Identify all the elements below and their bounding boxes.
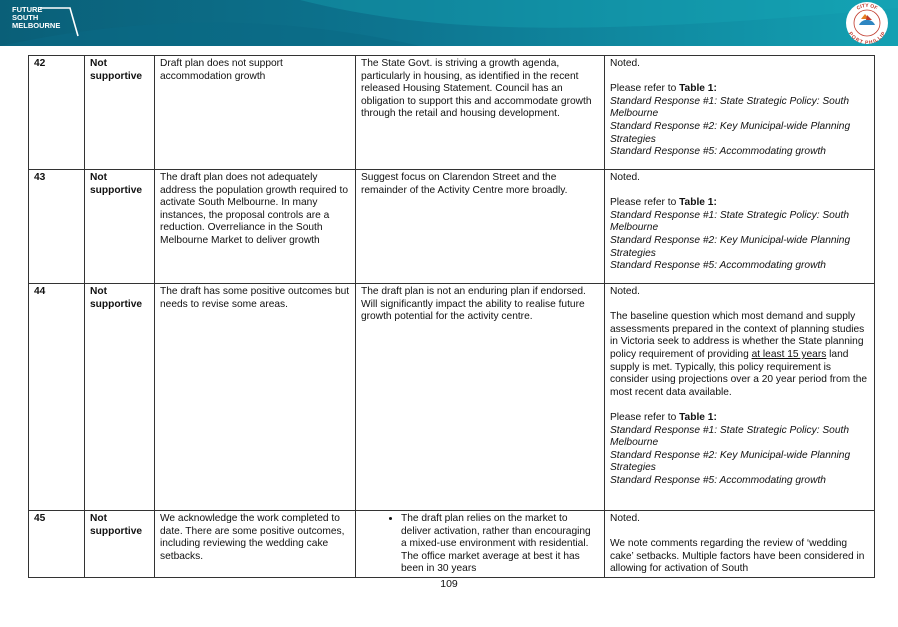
submission-detail: Suggest focus on Clarendon Street and the remainder of the Activity Centre more broadly.: [356, 170, 605, 284]
standard-response: Standard Response #2: Key Municipal-wide Planning Strategies: [610, 234, 851, 259]
submission-summary: Draft plan does not support accommodation growth: [155, 56, 356, 170]
response-paragraph: [610, 311, 867, 398]
table-row: [29, 284, 875, 511]
seal-text-bottom: PORT PHILLIP: [846, 31, 888, 45]
logo-swoosh-icon: [12, 6, 82, 42]
submission-detail: [356, 511, 605, 578]
support-status: Not supportive: [85, 511, 155, 578]
list-item: • The draft plan relies on the market to deliver activation, rather than encouraging a mixed-use environment with residential. The office market average at best it has been in 30 years: [401, 513, 599, 576]
council-response: [605, 284, 875, 511]
submission-number: 45: [29, 511, 85, 578]
standard-response: Standard Response #5: Accommodating growth: [610, 146, 826, 158]
response-refer-prefix: Please refer to: [610, 83, 680, 95]
city-of-port-phillip-seal: [845, 1, 889, 45]
submission-detail: The draft plan is not an enduring plan if endorsed. Will significantly impact the ability to realise future growth potential for the activity centre.: [356, 284, 605, 511]
council-response: [605, 511, 875, 578]
page-number: 109: [440, 578, 458, 590]
response-noted: Noted.: [610, 513, 641, 524]
council-response: [605, 170, 875, 284]
council-response: [605, 56, 875, 170]
response-underlined-text: at least 15 years: [751, 348, 827, 360]
response-noted: Noted.: [610, 172, 641, 183]
table-row: [29, 56, 875, 170]
seal-text-top: CITY OF: [855, 2, 879, 12]
response-paragraph: We note comments regarding the review of ‘wedding cake’ setbacks. Multiple factors have been considered in allowing for activation of South: [610, 538, 865, 575]
future-south-melbourne-logo: [12, 6, 82, 42]
page-header: [0, 0, 898, 46]
submission-summary: We acknowledge the work completed to date. There are some positive outcomes, including reviewing the wedding cake setbacks.: [155, 511, 356, 578]
submission-detail: The State Govt. is striving a growth agenda, particularly in housing, as identified in the recent released Housing Statement. Council has an obligation to support this and accommodate growth through the retail and housing development.: [356, 56, 605, 170]
detail-bullet-list: [361, 513, 599, 576]
response-text: land supply is met. Typically, this policy requirement is consider using projections over a 20 year period from the most recent data available.: [610, 348, 868, 398]
submission-number: 42: [29, 56, 85, 170]
standard-response: Standard Response #2: Key Municipal-wide Planning Strategies: [610, 449, 851, 474]
support-status: Not supportive: [85, 284, 155, 511]
response-noted: Noted.: [610, 58, 641, 69]
standard-response: Standard Response #1: State Strategic Policy: South Melbourne: [610, 424, 849, 449]
response-refer-table: Table 1:: [679, 83, 717, 95]
logo-line-1: FUTURE: [12, 5, 43, 14]
submission-summary: The draft has some positive outcomes but needs to revise some areas.: [155, 284, 356, 511]
response-refer-table: Table 1:: [679, 411, 717, 423]
response-noted: Noted.: [610, 286, 641, 297]
response-refer-prefix: Please refer to: [610, 197, 680, 209]
submission-number: 44: [29, 284, 85, 511]
submission-number: 43: [29, 170, 85, 284]
standard-response: Standard Response #1: State Strategic Policy: South Melbourne: [610, 95, 849, 120]
response-refer-prefix: Please refer to: [610, 411, 680, 423]
table-row: [29, 511, 875, 578]
header-swoosh-graphic: [0, 0, 898, 46]
logo-line-2: SOUTH: [12, 13, 39, 22]
standard-response: Standard Response #5: Accommodating growth: [610, 260, 826, 272]
standard-response: Standard Response #5: Accommodating growth: [610, 474, 826, 486]
support-status: Not supportive: [85, 56, 155, 170]
standard-response: Standard Response #2: Key Municipal-wide Planning Strategies: [610, 120, 851, 145]
table-row: [29, 170, 875, 284]
seal-icon: [845, 1, 889, 45]
response-text: The baseline question which most demand and supply assessments prepared in the context of planning studies in Victoria seek to address is whether the State planning policy requirement of providing: [610, 311, 865, 360]
standard-response: Standard Response #1: State Strategic Policy: South Melbourne: [610, 209, 849, 234]
submission-summary: The draft plan does not adequately address the population growth required to activate South Melbourne. In many instances, the proposal controls are a reduction. Overreliance in the South Melbourne Market to deliver growth: [155, 170, 356, 284]
submissions-table: [28, 55, 875, 578]
response-refer-table: Table 1:: [679, 197, 717, 209]
support-status: Not supportive: [85, 170, 155, 284]
logo-line-3: MELBOURNE: [12, 21, 61, 30]
